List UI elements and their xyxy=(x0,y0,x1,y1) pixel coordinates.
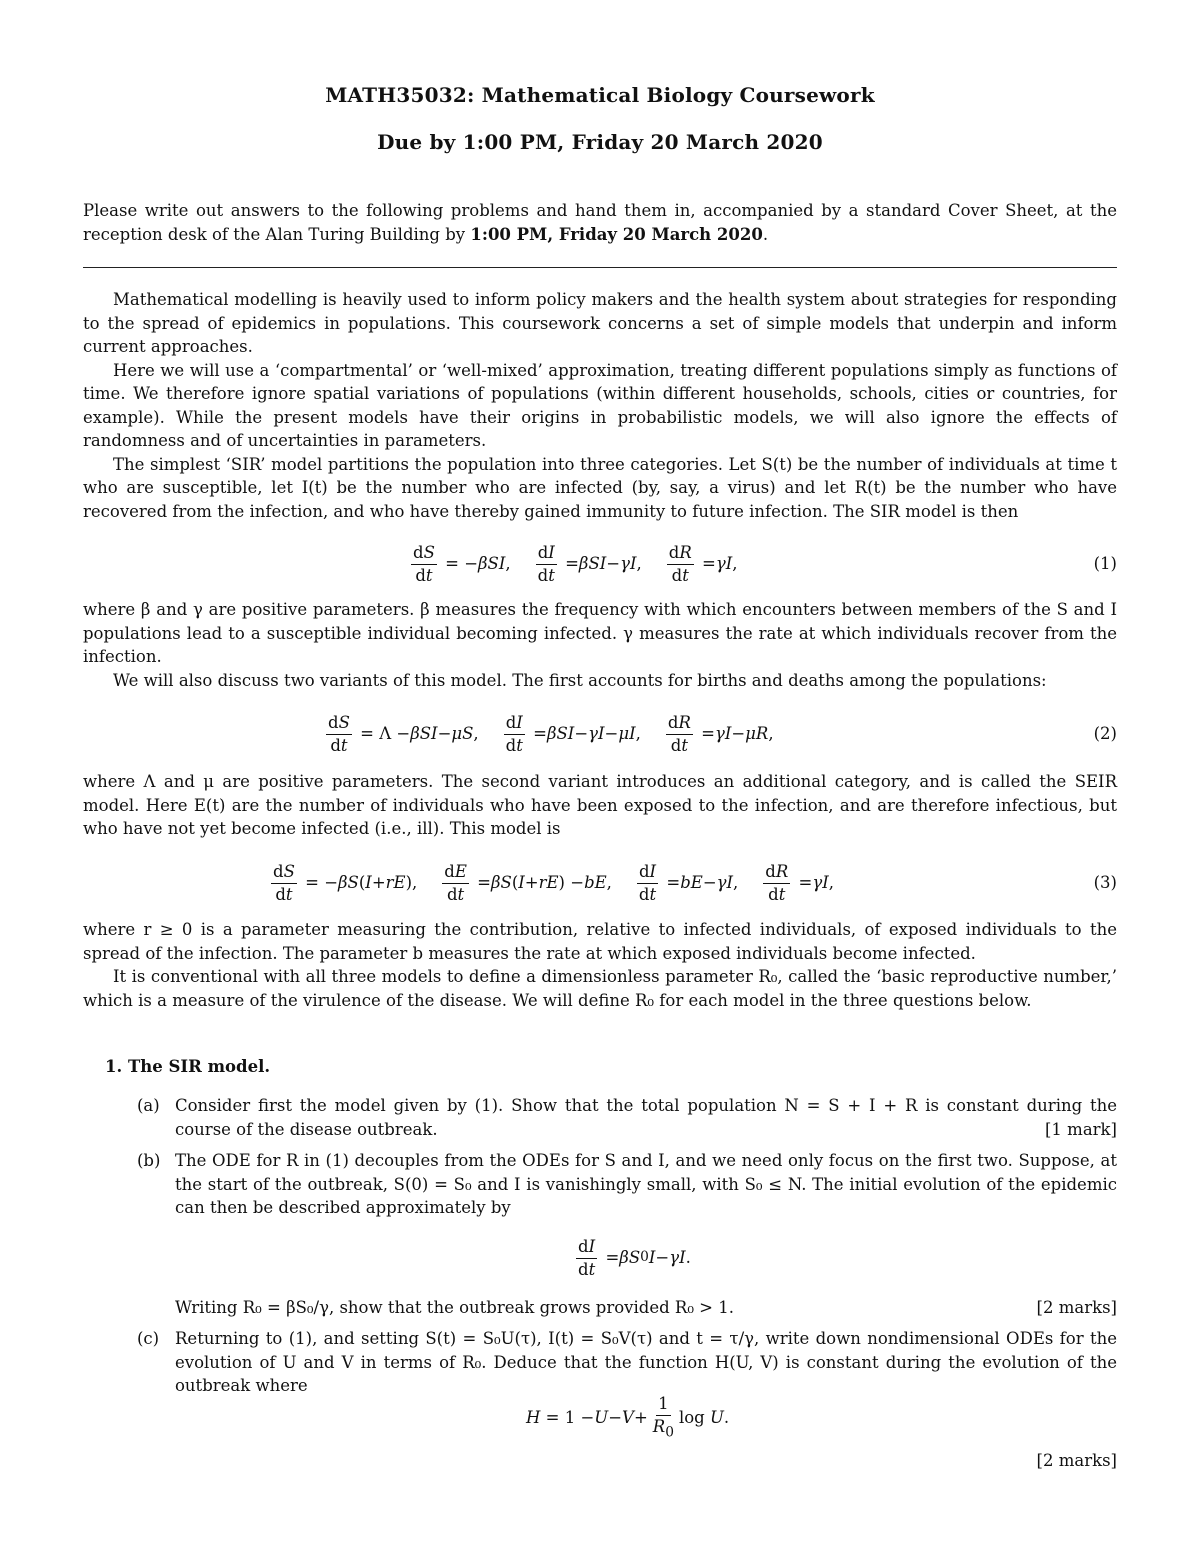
question-1-title: The SIR model. xyxy=(127,1057,271,1076)
part-b-followup-body xyxy=(175,1296,1117,1320)
part-b-marks: [2 marks] xyxy=(1036,1298,1117,1317)
equation-H xyxy=(83,1392,1117,1444)
part-c-label: (c) xyxy=(137,1329,160,1348)
equation-3 xyxy=(83,857,1117,909)
after-eq2 xyxy=(83,770,1117,841)
intro xyxy=(83,288,1117,523)
part-b-text: The ODE for R in (1) decouples from the ODEs for S and I, and we need only focus on the first two. Suppose, at the start of the outbreak, S(0) = S₀ and I is vanishingly small, with S₀ ≤ N. The initial evolution of the epidemic can then be described approximately by xyxy=(175,1151,1117,1217)
part-a-marks: [1 mark] xyxy=(1045,1119,1117,1139)
part-c-marks: [2 marks] xyxy=(1036,1451,1117,1470)
equation-1 xyxy=(83,538,1117,590)
after-eq1-text: where β and γ are positive parameters. β measures the frequency with which encounters between members of the S and I populations lead to a susceptible individual becoming infected. γ measures the rate at which individuals recover from the infection. xyxy=(83,600,1117,666)
variants-intro: We will also discuss two variants of this model. The first accounts for births and deaths among the populations: xyxy=(113,670,1047,690)
part-b-followup: Writing R₀ = βS₀/γ, show that the outbreak grows provided R₀ > 1. xyxy=(175,1298,734,1317)
equation-2 xyxy=(83,708,1117,760)
sir-paragraph: The simplest ‘SIR’ model partitions the population into three categories. Let S(t) be the number of individuals at time t who are susceptible, let I(t) be the number who are infected (by, say, a virus) and let R(t) be the number who have recovered from the infection, and who have thereby gained immunity to future infection. The SIR model is then xyxy=(83,454,1117,521)
part-a-body xyxy=(175,1094,1117,1141)
equation-1b-body: $\frac{dI}{dt}$ = βS 0 I − γI . xyxy=(578,1236,691,1279)
instructions-text: Please write out answers to the following problems and hand them in, accompanied by a standard Cover Sheet, at the reception desk of the Alan Turing Building by xyxy=(83,201,1117,244)
equation-1b xyxy=(83,1232,1117,1284)
question-1-heading xyxy=(105,1055,270,1079)
equation-H-body: H = 1 − U − V + $\frac{1}{R_0}$ log U . xyxy=(526,1393,730,1441)
equation-2-number: (2) xyxy=(1093,724,1117,743)
page-title: MATH35032: Mathematical Biology Coursework xyxy=(325,83,875,107)
equation-2-body: $\frac{dS}{dt}$ = Λ − βSI − μS , $\frac{dI}{dt}$ = βSI − γI − μI , $\frac{dR}{dt}$ = γI − μR , xyxy=(328,712,774,755)
equation-1-body: $\frac{dS}{dt}$ = − βSI , $\frac{dI}{dt}$ = βSI − γI , $\frac{dR}{dt}$ = γI , xyxy=(413,542,738,585)
question-1-number: 1. xyxy=(105,1057,123,1076)
part-c-text: Returning to (1), and setting S(t) = S₀U(τ), I(t) = S₀V(τ) and t = τ/γ, write down nondimensional ODEs for the evolution of U and V in terms of R₀. Deduce that the function H(U, V) is constant during the evolution of the outbreak where xyxy=(175,1329,1117,1395)
due-date: Due by 1:00 PM, Friday 20 March 2020 xyxy=(377,130,823,154)
instructions xyxy=(83,199,1117,246)
equation-1-number: (1) xyxy=(1093,554,1117,573)
equation-3-number: (3) xyxy=(1093,873,1117,892)
after-eq3 xyxy=(83,918,1117,1012)
part-a-text: Consider first the model given by (1). Show that the total population N = S + I + R is constant during the course of the disease outbreak. xyxy=(175,1096,1117,1139)
r0-paragraph: It is conventional with all three models to define a dimensionless parameter R₀, called the ‘basic reproductive number,’ which is a measure of the virulence of the disease. We will define R₀ for each model in the three questions below. xyxy=(83,967,1117,1010)
instructions-deadline: 1:00 PM, Friday 20 March 2020 xyxy=(470,224,763,244)
after-eq2-text: where Λ and μ are positive parameters. The second variant introduces an additional category, and is called the SEIR model. Here E(t) are the number of individuals who have been exposed to the infection, and are therefore infectious, but who have not yet become infected (i.e., ill). This model is xyxy=(83,772,1117,838)
intro-paragraph-2: Here we will use a ‘compartmental’ or ‘well-mixed’ approximation, treating different populations simply as functions of time. We therefore ignore spatial variations of populations (within different households, schools, cities or countries, for example). While the present models have their origins in probabilistic models, we will also ignore the effects of randomness and of uncertainties in parameters. xyxy=(83,360,1117,450)
intro-paragraph-1: Mathematical modelling is heavily used to inform policy makers and the health system about strategies for responding to the spread of epidemics in populations. This coursework concerns a set of simple models that underpin and inform current approaches. xyxy=(83,290,1117,356)
divider-rule xyxy=(83,267,1117,268)
after-eq3-text: where r ≥ 0 is a parameter measuring the contribution, relative to infected individuals, of exposed individuals to the spread of the infection. The parameter b measures the rate at which exposed individuals become infected. xyxy=(83,920,1117,963)
after-eq1 xyxy=(83,598,1117,692)
equation-3-body: $\frac{dS}{dt}$ = − βS ( I + rE ), $\frac{dE}{dt}$ = βS ( I + rE ) − bE , $\frac{dI}{dt}$ = bE − γI , $\frac{dR}{dt}$ = γI , xyxy=(273,861,834,904)
instructions-end: . xyxy=(762,224,769,244)
part-a-label: (a) xyxy=(137,1096,160,1115)
part-b-label: (b) xyxy=(137,1151,161,1170)
